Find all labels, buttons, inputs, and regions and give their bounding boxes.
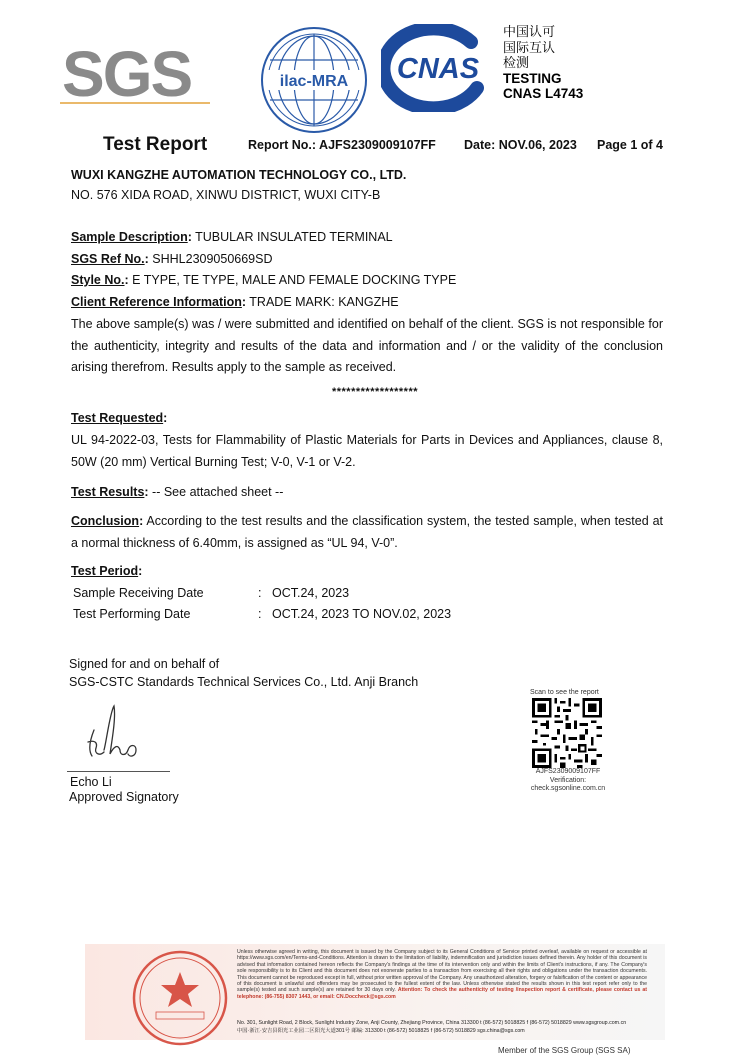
- authenticity-warning: Attention: To check the authenticity of testing /inspection report & certificate, please contact us at telephone: (86-755) 8307 1443, or email: CN.Doccheck@sgs.com: [237, 987, 648, 1000]
- client-ref-label: Client Reference Information: [71, 294, 242, 309]
- cnas-logo: [381, 24, 496, 112]
- footer-address: [237, 1019, 657, 1035]
- sgs-ref-value: SHHL2309050669SD: [148, 251, 273, 266]
- qr-report-ref: AJFS2309009107FF: [535, 768, 601, 775]
- client-address: NO. 576 XIDA ROAD, XINWU DISTRICT, WUXI CITY-B: [71, 188, 381, 202]
- page-indicator: Page 1 of 4: [597, 138, 663, 152]
- cnas-cn-line: 检测: [503, 55, 530, 70]
- official-seal-stamp: [124, 944, 236, 1050]
- terms-text: Unless otherwise agreed in writing, this document is issued by the Company subject to its General Conditions of Service printed overleaf, available on request or accessible at https://www.sgs.com/en/Terms-and-Conditions. Attention is drawn to the limitation of liability, indemnification and jurisdiction issues defined therein. Any holder of this document is advised that information contained hereon reflects the Company's findings at the time of its intervention only and within the limits of Client's instructions, if any. The Company's sole responsibility is to its Client and this document does not exonerate parties to a transaction from exercising all their rights and obligations under the transaction documents. This document cannot be reproduced except in full, without prior written approval of the Company. Any unauthorized alteration, forgery or falsification of the content or appearance of this document is unlawful and offenders may be prosecuted to the fullest extent of the law. Unless otherwise stated the results shown in this test report refer only to the sample(s) tested and such sample(s) are retained for 30 days only.: [237, 949, 647, 994]
- period-colon: :: [258, 586, 262, 600]
- sample-info: [71, 227, 671, 313]
- ilac-mra-logo: [258, 24, 370, 136]
- signed-on-behalf-line: Signed for and on behalf of: [69, 657, 220, 671]
- period-label: Test Performing Date: [73, 607, 191, 621]
- qr-code-icon[interactable]: [528, 698, 606, 768]
- conclusion-label: Conclusion: [71, 514, 140, 528]
- style-no-label: Style No.: [71, 273, 125, 287]
- sgs-ref-label: SGS Ref No.: [71, 251, 145, 266]
- signing-entity: SGS-CSTC Standards Technical Services Co., Ltd. Anji Branch: [69, 675, 419, 689]
- style-no-row: Style No.: E TYPE, TE TYPE, MALE AND FEMALE DOCKING TYPE: [71, 273, 457, 287]
- sgs-group-member: Member of the SGS Group (SGS SA): [498, 1046, 631, 1055]
- sgs-logo: [60, 40, 210, 106]
- style-no-value: E TYPE, TE TYPE, MALE AND FEMALE DOCKING TYPE: [128, 273, 457, 287]
- test-results: Test Results: -- See attached sheet --: [71, 485, 284, 499]
- test-results-value: -- See attached sheet --: [148, 485, 284, 499]
- cnas-accreditation-text: [503, 24, 583, 102]
- period-label: Sample Receiving Date: [73, 586, 204, 600]
- cnas-cn-line: 国际互认: [503, 39, 556, 55]
- sample-description-row: Sample Description: TUBULAR INSULATED TERMINAL: [71, 230, 393, 244]
- test-period-heading: Test Period:: [71, 564, 143, 578]
- client-ref-value: TRADE MARK: KANGZHE: [246, 294, 399, 309]
- conclusion-text: According to the test results and the classification system, the tested sample, when tested at a normal thickness of 6.40mm, is assigned as “UL 94, V-0”.: [71, 514, 663, 550]
- period-colon: :: [258, 607, 262, 621]
- report-date: Date: NOV.06, 2023: [464, 138, 577, 152]
- qr-caption: Scan to see the report: [530, 689, 599, 696]
- address-chinese: 中国·浙江·安吉县阳光工业园二区阳光大道301号 邮编: 313300 t (86-572) 5018825 f (86-572) 5018829 sgs.china@sgs.com: [237, 1028, 525, 1034]
- sample-description-value: TUBULAR INSULATED TERMINAL: [191, 230, 393, 244]
- client-company: WUXI KANGZHE AUTOMATION TECHNOLOGY CO., LTD.: [71, 168, 407, 182]
- cnas-number: CNAS L4743: [503, 86, 584, 101]
- disclaimer-statement: The above sample(s) was / were submitted and identified on behalf of the client. SGS is not responsible for the authenticity, integrity and results of the data and information and / or the validity of the conclusion arising therefrom. Results apply to the sample as received.: [71, 317, 663, 374]
- svg-text:CNAS: CNAS: [396, 53, 480, 85]
- cnas-cn-line: 中国认可: [503, 24, 556, 39]
- signatory-title: Approved Signatory: [69, 790, 179, 804]
- period-value: OCT.24, 2023: [272, 586, 350, 600]
- cnas-testing-label: TESTING: [503, 70, 562, 86]
- svg-text:SGS: SGS: [62, 40, 192, 106]
- test-requested-heading: Test Requested:: [71, 411, 168, 425]
- sample-description-label: Sample Description: [71, 230, 188, 244]
- svg-text:ilac-MRA: ilac-MRA: [279, 73, 349, 90]
- qr-verification-url[interactable]: check.sgsonline.com.cn: [530, 785, 606, 792]
- test-results-label: Test Results: [71, 485, 145, 499]
- section-separator: ******************: [331, 386, 419, 398]
- conclusion: Conclusion: According to the test results and the classification system, the tested sample, when tested at a normal thickness of 6.40mm, is assigned as “UL 94, V-0”.: [71, 514, 663, 550]
- address-english: No. 301, Sunlight Road, 2 Block, Sunlight Industry Zone, Anji County, Zhejiang Province, China 313300 t (86-572) 5018825 f (86-572) 5018829 www.sgsgroup.com.cn: [237, 1020, 627, 1026]
- report-title: Test Report: [103, 134, 208, 155]
- footer-terms: [237, 949, 647, 1000]
- period-value: OCT.24, 2023 TO NOV.02, 2023: [272, 607, 452, 621]
- signatory-name: Echo Li: [70, 775, 112, 789]
- handwritten-signature: [80, 700, 150, 766]
- client-ref-row: Client Reference Information: TRADE MARK: KANGZHE: [71, 294, 399, 309]
- qr-verification-label: Verification:: [549, 777, 587, 784]
- report-number: Report No.: AJFS2309009107FF: [248, 138, 436, 152]
- sgs-ref-row: SGS Ref No.: SHHL2309050669SD: [71, 251, 273, 266]
- test-requested-text: UL 94-2022-03, Tests for Flammability of Plastic Materials for Parts in Devices and Appliances, clause 8, 50W (20 mm) Vertical Burning Test; V-0, V-1 or V-2.: [71, 433, 663, 469]
